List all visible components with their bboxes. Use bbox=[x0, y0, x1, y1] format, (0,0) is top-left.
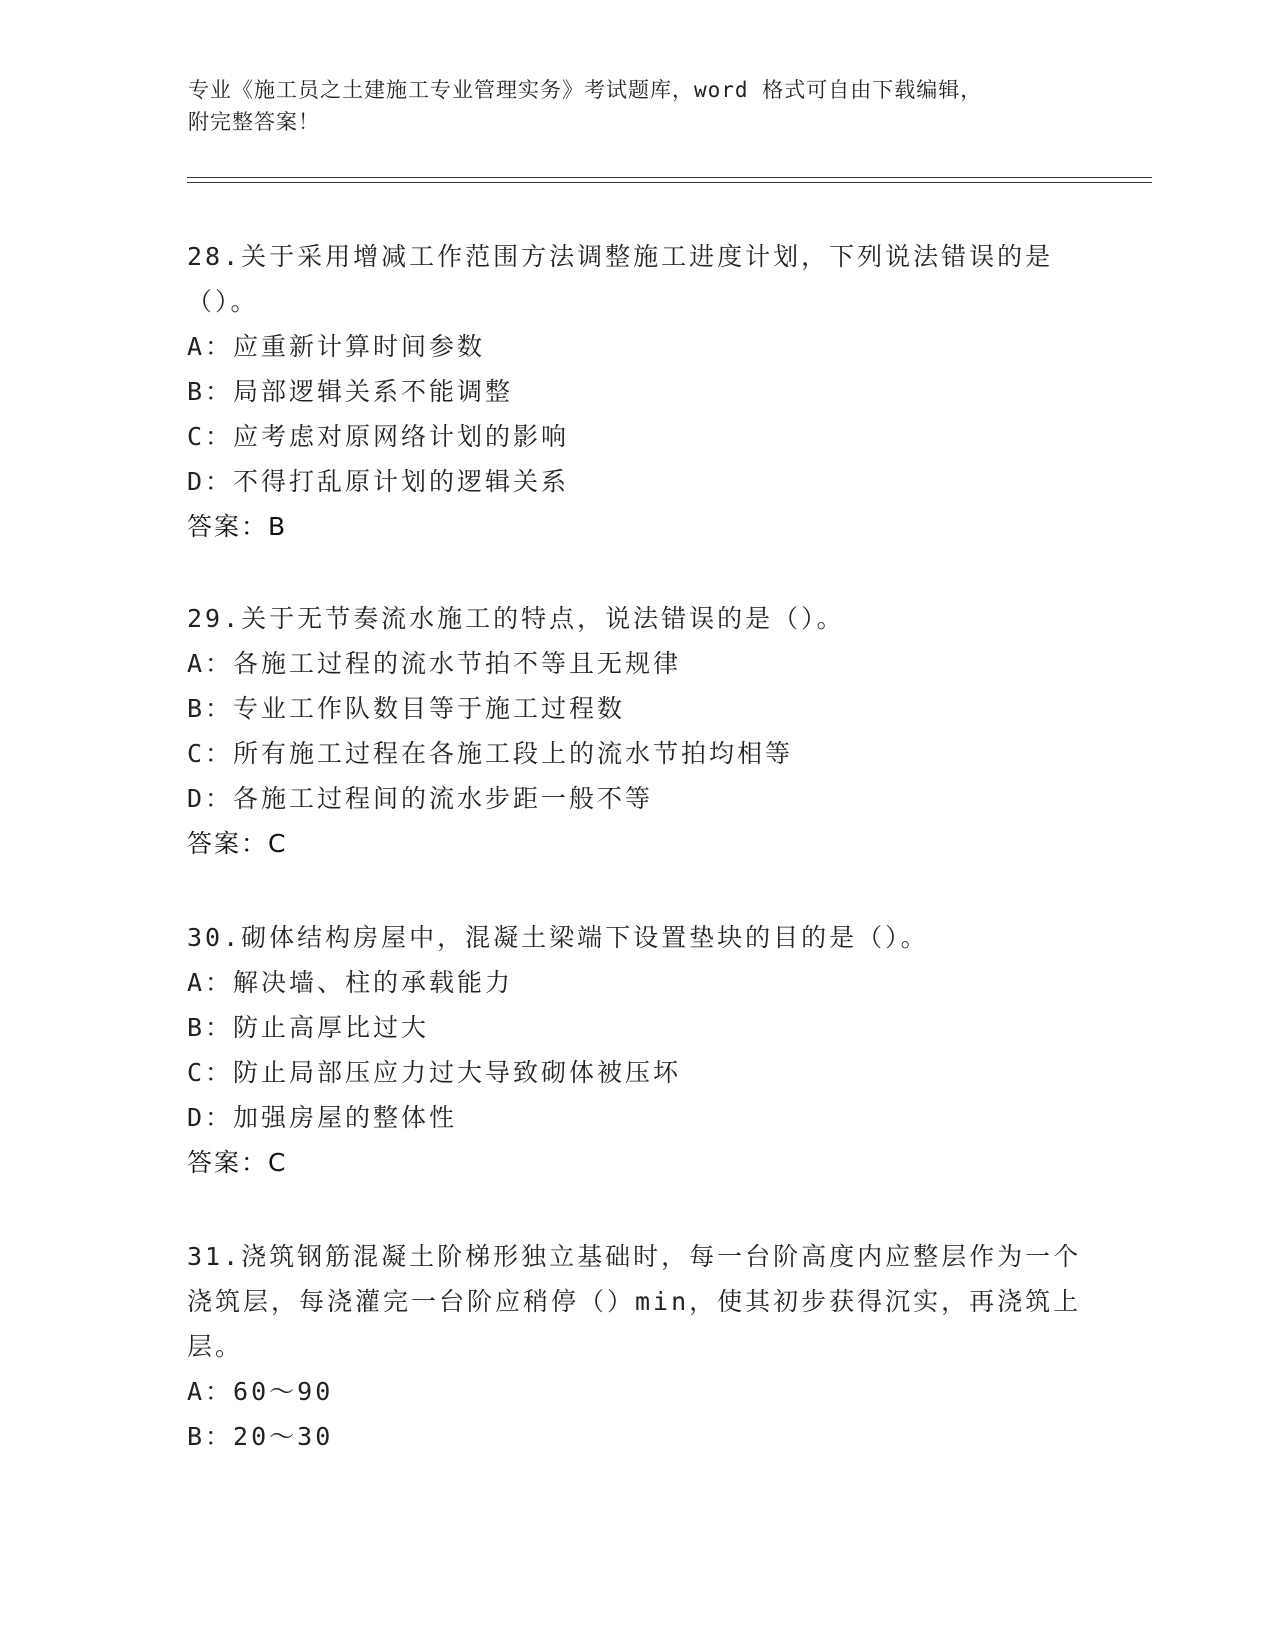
header-line-1: 专业《施工员之土建施工专业管理实务》考试题库，word 格式可自由下载编辑， bbox=[188, 78, 983, 102]
question-stem: 29.关于无节奏流水施工的特点，说法错误的是（）。 bbox=[187, 604, 845, 633]
option-d: D：加强房屋的整体性 bbox=[187, 1103, 458, 1132]
header-line-2: 附完整答案！ bbox=[188, 110, 320, 134]
header-divider-bottom bbox=[187, 182, 1152, 183]
question-31 bbox=[187, 1234, 1087, 1459]
answer-label: 答案：C bbox=[187, 1148, 288, 1177]
option-c: C：所有施工过程在各施工段上的流水节拍均相等 bbox=[187, 739, 794, 768]
question-28 bbox=[187, 234, 1087, 549]
option-a: A：解决墙、柱的承载能力 bbox=[187, 968, 514, 997]
option-c: C：应考虑对原网络计划的影响 bbox=[187, 422, 570, 451]
question-stem: 31.浇筑钢筋混凝土阶梯形独立基础时，每一台阶高度内应整层作为一个浇筑层，每浇灌完一台阶应稍停（）min，使其初步获得沉实，再浇筑上层。 bbox=[187, 1242, 1082, 1361]
question-30 bbox=[187, 915, 1087, 1185]
option-b: B：防止高厚比过大 bbox=[187, 1013, 430, 1042]
option-a: A：应重新计算时间参数 bbox=[187, 332, 486, 361]
question-29 bbox=[187, 596, 1087, 866]
option-b: B：专业工作队数目等于施工过程数 bbox=[187, 694, 626, 723]
question-stem: 30.砌体结构房屋中，混凝土梁端下设置垫块的目的是（）。 bbox=[187, 923, 929, 952]
header-divider-top bbox=[187, 177, 1152, 178]
option-d: D：不得打乱原计划的逻辑关系 bbox=[187, 467, 570, 496]
answer-label: 答案：C bbox=[187, 829, 288, 858]
option-b: B：20～30 bbox=[187, 1422, 334, 1451]
option-c: C：防止局部压应力过大导致砌体被压坏 bbox=[187, 1058, 682, 1087]
answer-label: 答案：B bbox=[187, 512, 288, 541]
document-header bbox=[188, 74, 1068, 138]
option-b: B：局部逻辑关系不能调整 bbox=[187, 377, 514, 406]
question-stem: 28.关于采用增减工作范围方法调整施工进度计划，下列说法错误的是（）。 bbox=[187, 242, 1054, 316]
option-a: A：60～90 bbox=[187, 1377, 334, 1406]
option-a: A：各施工过程的流水节拍不等且无规律 bbox=[187, 649, 682, 678]
option-d: D：各施工过程间的流水步距一般不等 bbox=[187, 784, 654, 813]
